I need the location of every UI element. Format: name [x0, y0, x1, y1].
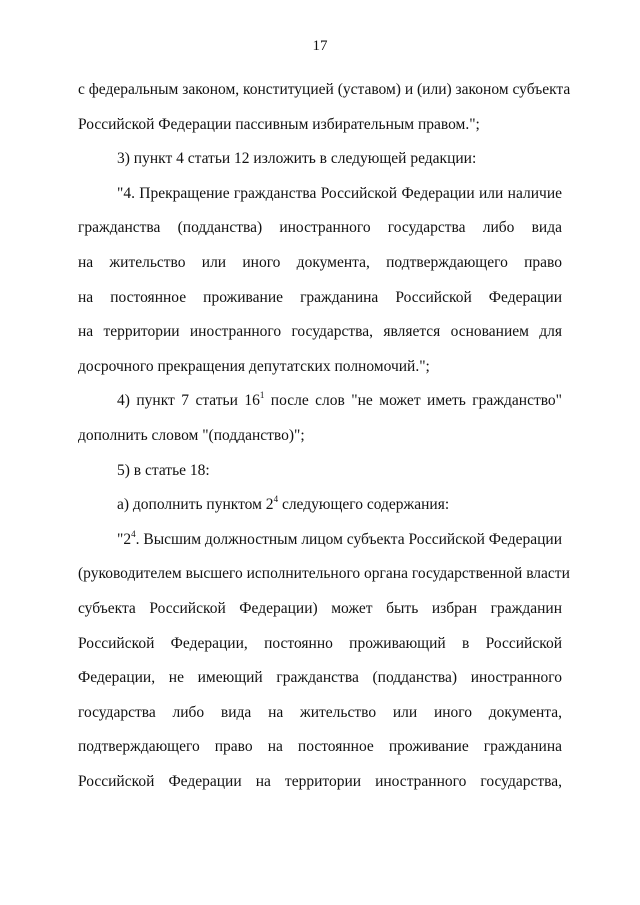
superscript: 4	[131, 528, 136, 539]
text-line: субъекта Российской Федерации) может быть избран гражданин	[78, 599, 562, 617]
text-line	[78, 384, 562, 419]
text-segment: "2	[117, 530, 132, 548]
text-line: дополнить словом "(подданство)";	[78, 426, 305, 444]
text-line: досрочного прекращения депутатских полномочий.";	[78, 357, 430, 375]
text-line: на территории иностранного государства, является основанием для	[78, 323, 562, 341]
text-line: Российской Федерации, постоянно проживающий в Российской	[78, 634, 562, 652]
text-line: Российской Федерации на территории иностранного государства,	[78, 772, 562, 790]
text-line	[78, 523, 562, 558]
text-line: Российской Федерации пассивным избирательным правом.";	[78, 115, 480, 133]
text-line: (руководителем высшего исполнительного органа государственной власти	[78, 565, 570, 583]
text-line: подтверждающего право на постоянное проживание гражданина	[78, 738, 562, 756]
text-line: с федеральным законом, конституцией (уставом) и (или) законом субъекта	[78, 81, 571, 98]
document-body	[78, 73, 571, 799]
superscript: 4	[273, 494, 279, 505]
text-line: государства либо вида на жительство или иного документа,	[78, 703, 562, 721]
text-line	[78, 488, 562, 523]
text-line: "4. Прекращение гражданства Российской Федерации или наличие	[117, 184, 562, 202]
text-line: 3) пункт 4 статьи 12 изложить в следующей редакции:	[117, 150, 477, 168]
superscript: 1	[259, 390, 265, 401]
text-segment: после слов "не может иметь гражданство"	[264, 392, 563, 410]
text-line: 5) в статье 18:	[117, 461, 210, 479]
text-line: на постоянное проживание гражданина Российской Федерации	[78, 288, 562, 306]
text-segment: следующего содержания:	[278, 496, 450, 514]
text-line: Федерации, не имеющий гражданства (подданства) иностранного	[78, 669, 562, 687]
page-number: 17	[312, 38, 328, 54]
text-segment: а) дополнить пунктом 2	[117, 496, 274, 514]
text-segment: . Высшим должностным лицом субъекта Российской Федерации	[135, 530, 562, 548]
text-segment: 4) пункт 7 статьи 16	[117, 392, 260, 410]
text-line: на жительство или иного документа, подтверждающего право	[78, 253, 562, 271]
text-line: гражданства (подданства) иностранного государства либо вида	[78, 219, 562, 237]
